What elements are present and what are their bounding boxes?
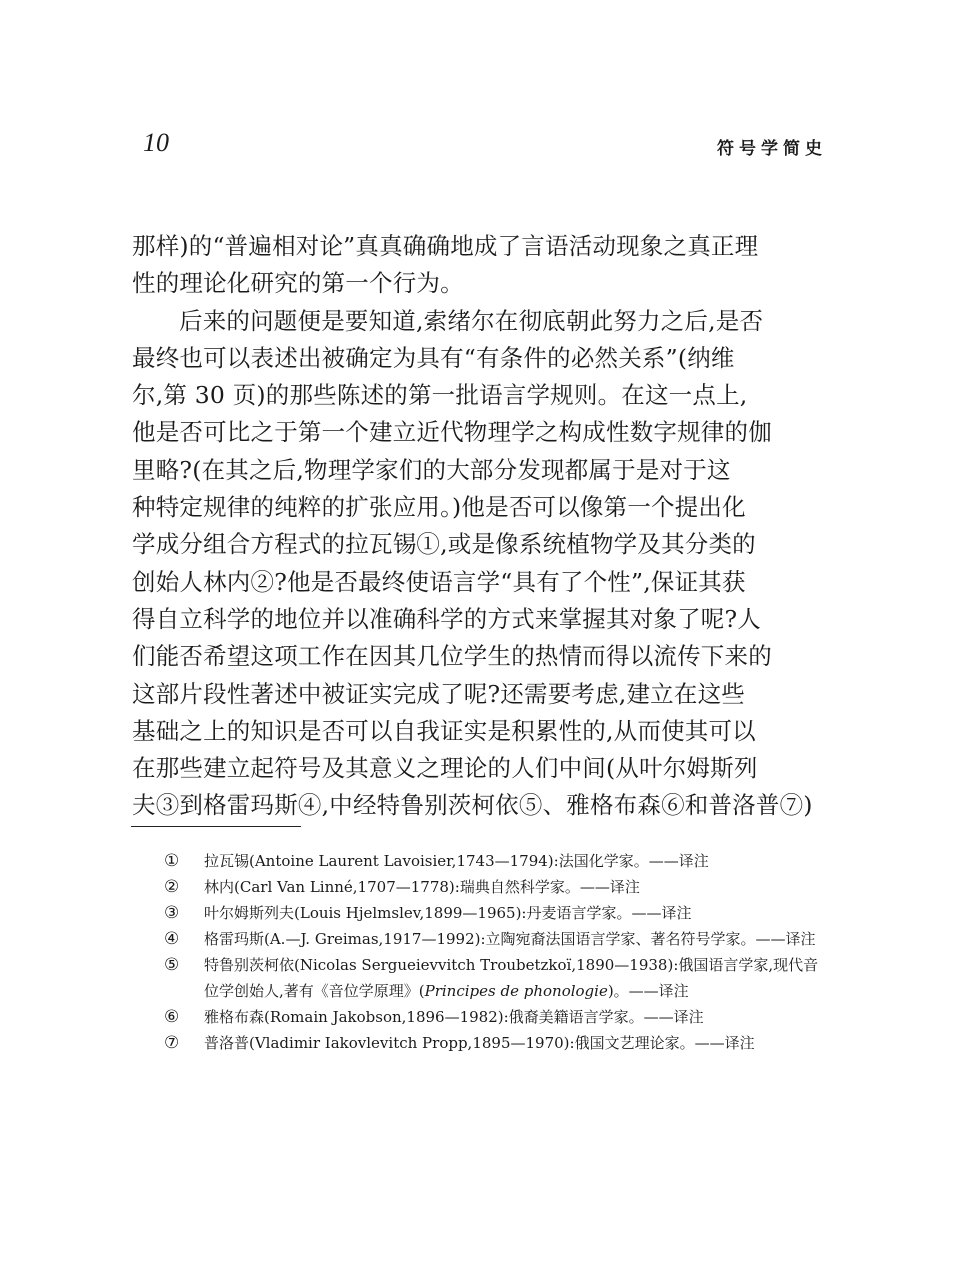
footnote-text: 雅格布森(Romain Jakobson,1896—1982):俄裔美籍语言学家。——译注 bbox=[204, 1008, 704, 1026]
footnote-text: 叶尔姆斯列夫(Louis Hjelmslev,1899—1965):丹麦语言学家。——译注 bbox=[204, 904, 692, 922]
body-text bbox=[132, 228, 832, 825]
text-line: 种特定规律的纯粹的扩张应用。)他是否可以像第一个提出化 bbox=[132, 493, 746, 522]
footnote bbox=[164, 874, 824, 900]
footnote-marker: ⑥ bbox=[164, 1007, 180, 1027]
text-line: 夫③到格雷玛斯④,中经特鲁别茨柯依⑤、雅格布森⑥和普洛普⑦) bbox=[132, 791, 813, 820]
running-title: 符号学简史 bbox=[717, 139, 827, 159]
footnote-text-part: )。——译注 bbox=[607, 982, 689, 1000]
text-line: 创始人林内②?他是否最终使语言学“具有了个性”,保证其获 bbox=[132, 567, 746, 596]
book-title-italic: Principes de phonologie bbox=[424, 982, 608, 1000]
text-line: 最终也可以表述出被确定为具有“有条件的必然关系”(纳维 bbox=[132, 343, 735, 372]
footnote-marker: ⑦ bbox=[164, 1033, 180, 1053]
footnote-text bbox=[204, 952, 824, 1004]
page-header bbox=[0, 0, 979, 180]
text-line: 性的理论化研究的第一个行为。 bbox=[132, 269, 464, 298]
footnote-marker: ④ bbox=[164, 929, 180, 949]
text-line: 得自立科学的地位并以准确科学的方式来掌握其对象了呢?人 bbox=[132, 604, 761, 633]
footnote-text: 普洛普(Vladimir Iakovlevitch Propp,1895—1970):俄国文艺理论家。——译注 bbox=[204, 1034, 755, 1052]
page-number: 10 bbox=[143, 128, 169, 157]
footnote-marker: ② bbox=[164, 877, 180, 897]
footnote bbox=[164, 926, 824, 952]
footnote bbox=[164, 848, 824, 874]
text-line: 们能否希望这项工作在因其几位学生的热情而得以流传下来的 bbox=[132, 642, 772, 671]
footnote-text: 拉瓦锡(Antoine Laurent Lavoisier,1743—1794):法国化学家。——译注 bbox=[204, 852, 709, 870]
text-line: 在那些建立起符号及其意义之理论的人们中间(从叶尔姆斯列 bbox=[132, 754, 758, 783]
footnotes bbox=[164, 848, 824, 1056]
paragraph-start-line: 后来的问题便是要知道,索绪尔在彻底朝此努力之后,是否 bbox=[179, 306, 764, 335]
footnote bbox=[164, 900, 824, 926]
footnote-divider bbox=[131, 826, 301, 827]
footnote bbox=[164, 1004, 824, 1030]
text-line: 这部片段性著述中被证实完成了呢?还需要考虑,建立在这些 bbox=[132, 679, 745, 708]
footnote-marker: ⑤ bbox=[164, 955, 180, 975]
text-line: 基础之上的知识是否可以自我证实是积累性的,从而使其可以 bbox=[132, 716, 756, 745]
footnote-marker: ① bbox=[164, 851, 180, 871]
footnote-text: 格雷玛斯(A.—J. Greimas,1917—1992):立陶宛裔法国语言学家、著名符号学家。——译注 bbox=[204, 930, 816, 948]
text-line: 里略?(在其之后,物理学家们的大部分发现都属于是对于这 bbox=[132, 455, 731, 484]
footnote-text-part: 特鲁别茨柯依(Nicolas Sergueievvitch Troubetzkoï,1890—1938):俄国语言学家,现代音位学创始人,著有《音位学原理》( bbox=[204, 956, 819, 1000]
text-line: 那样)的“普遍相对论”真真确确地成了言语活动现象之真正理 bbox=[132, 232, 759, 260]
footnote-text: 林内(Carl Van Linné,1707—1778):瑞典自然科学家。——译注 bbox=[204, 878, 640, 896]
footnote bbox=[164, 1030, 824, 1056]
text-line: 学成分组合方程式的拉瓦锡①,或是像系统植物学及其分类的 bbox=[132, 530, 756, 559]
text-line: 尔,第 30 页)的那些陈述的第一批语言学规则。在这一点上, bbox=[132, 381, 748, 410]
text-line: 他是否可比之于第一个建立近代物理学之构成性数字规律的伽 bbox=[132, 418, 772, 447]
footnote-marker: ③ bbox=[164, 903, 180, 923]
footnote bbox=[164, 952, 824, 1004]
